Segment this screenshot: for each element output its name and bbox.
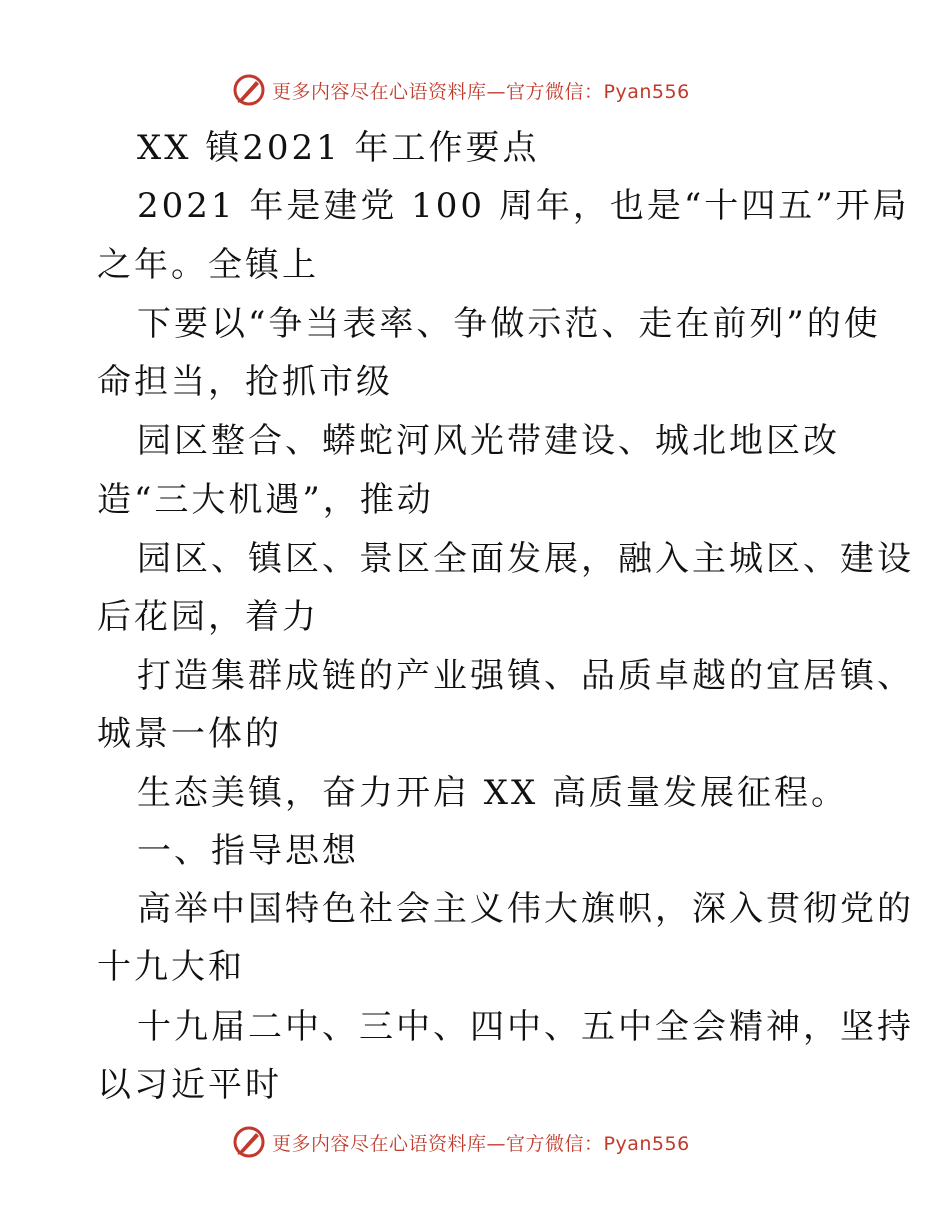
footer-watermark-banner [232,1124,690,1160]
header-watermark-banner [232,72,690,108]
watermark-text: 更多内容尽在心语资料库—官方微信：Pyan556 [272,80,690,103]
paragraph-line: 下要以“争当表率、争做示范、走在前列”的使 [137,304,881,344]
paragraph-line: 命担当，抢抓市级 [97,362,393,402]
paragraph-line: 之年。全镇上 [97,245,319,285]
quill-logo-icon [232,1125,266,1159]
section-heading: 一、指导思想 [137,831,359,871]
paragraph-line: 打造集群成链的产业强镇、品质卓越的宜居镇、 [137,656,914,696]
paragraph-line: 城景一体的 [97,714,282,754]
paragraph-line: 园区整合、蟒蛇河风光带建设、城北地区改 [137,421,840,461]
document-title: XX 镇2021 年工作要点 [137,128,540,168]
paragraph-line: 以习近平时 [97,1065,282,1105]
paragraph-line: 生态美镇，奋力开启 XX 高质量发展征程。 [137,773,849,813]
watermark-text: 更多内容尽在心语资料库—官方微信：Pyan556 [272,1132,690,1155]
paragraph-line: 园区、镇区、景区全面发展，融入主城区、建设 [137,539,914,579]
quill-logo-icon [232,73,266,107]
paragraph-line: 2021 年是建党 100 周年，也是“十四五”开局 [137,186,910,226]
paragraph-line: 十九大和 [97,947,245,987]
paragraph-line: 十九届二中、三中、四中、五中全会精神，坚持 [137,1007,914,1047]
paragraph-line: 造“三大机遇”，推动 [97,480,434,520]
paragraph-line: 后花园，着力 [97,597,319,637]
paragraph-line: 高举中国特色社会主义伟大旗帜，深入贯彻党的 [137,889,914,929]
